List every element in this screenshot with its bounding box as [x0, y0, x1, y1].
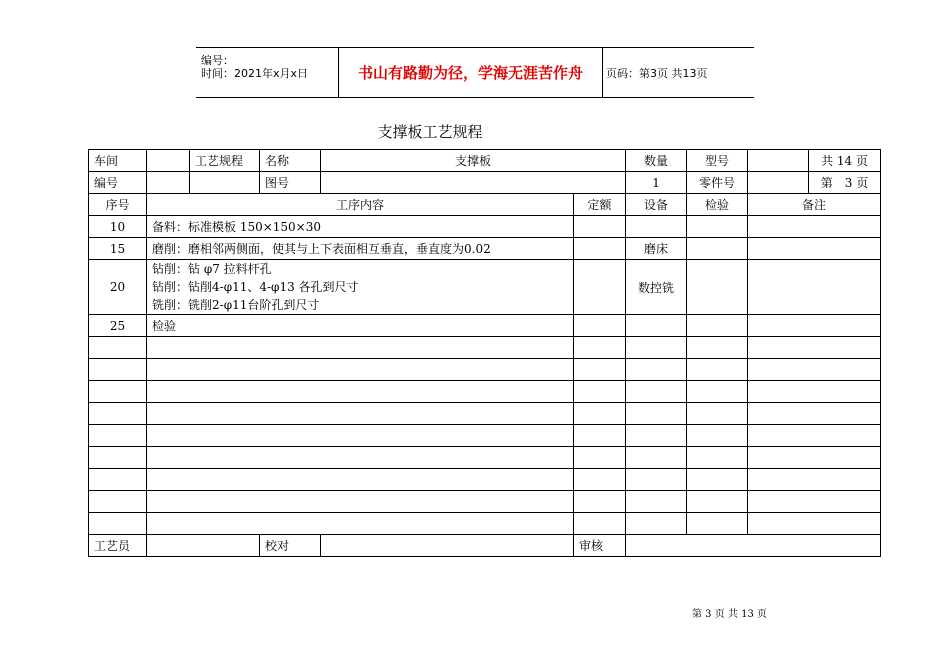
qty-value: 1	[626, 172, 687, 194]
part-no-value	[748, 172, 809, 194]
operation-inspection	[687, 260, 748, 315]
operation-row	[89, 315, 881, 337]
page-header	[196, 47, 754, 98]
empty-content	[147, 381, 574, 403]
document-title: 支撑板工艺规程	[377, 123, 483, 141]
operation-remarks	[748, 238, 881, 260]
empty-quota	[574, 513, 626, 535]
empty-equipment	[626, 337, 687, 359]
total-pages: 共 14 页	[809, 150, 881, 172]
empty-seq	[89, 491, 147, 513]
number-value-2	[190, 172, 260, 194]
col-remarks: 备注	[748, 194, 881, 216]
operation-line: 磨削：磨相邻两侧面，使其与上下表面相互垂直，垂直度为0.02	[152, 241, 491, 256]
operation-inspection	[687, 315, 748, 337]
operation-row	[89, 260, 881, 315]
empty-quota	[574, 447, 626, 469]
empty-equipment	[626, 403, 687, 425]
operation-content	[147, 238, 574, 260]
operation-remarks	[748, 260, 881, 315]
empty-remarks	[748, 513, 881, 535]
operation-quota	[574, 216, 626, 238]
empty-inspection	[687, 403, 748, 425]
model-value	[748, 150, 809, 172]
info-row-1	[89, 150, 881, 172]
empty-row	[89, 425, 881, 447]
operation-line: 备料：标准模板 150×150×30	[152, 219, 322, 234]
operation-quota	[574, 260, 626, 315]
empty-inspection	[687, 513, 748, 535]
empty-seq	[89, 359, 147, 381]
empty-content	[147, 469, 574, 491]
empty-inspection	[687, 381, 748, 403]
empty-quota	[574, 403, 626, 425]
workshop-label: 车间	[89, 150, 147, 172]
operation-quota	[574, 315, 626, 337]
info-row-2	[89, 172, 881, 194]
page-footer: 第 3 页 共 13 页	[692, 609, 767, 620]
empty-content	[147, 403, 574, 425]
number-label: 编号	[89, 172, 147, 194]
empty-quota	[574, 359, 626, 381]
col-equipment: 设备	[626, 194, 687, 216]
header-number-label: 编号：	[201, 54, 234, 67]
empty-seq	[89, 381, 147, 403]
part-no-label: 零件号	[687, 172, 748, 194]
empty-remarks	[748, 425, 881, 447]
empty-row	[89, 359, 881, 381]
operation-remarks	[748, 315, 881, 337]
proofread-value	[321, 535, 574, 557]
empty-remarks	[748, 447, 881, 469]
name-label: 名称	[260, 150, 321, 172]
empty-row	[89, 337, 881, 359]
empty-remarks	[748, 337, 881, 359]
operation-quota	[574, 238, 626, 260]
model-label: 型号	[687, 150, 748, 172]
col-inspection: 检验	[687, 194, 748, 216]
operation-row	[89, 216, 881, 238]
empty-seq	[89, 447, 147, 469]
empty-row	[89, 403, 881, 425]
empty-remarks	[748, 359, 881, 381]
page-no: 第 3 页	[809, 172, 881, 194]
operation-equipment	[626, 216, 687, 238]
empty-quota	[574, 381, 626, 403]
operation-inspection	[687, 216, 748, 238]
drawing-label: 图号	[260, 172, 321, 194]
empty-inspection	[687, 447, 748, 469]
empty-equipment	[626, 359, 687, 381]
empty-remarks	[748, 381, 881, 403]
review-value	[626, 535, 881, 557]
empty-equipment	[626, 513, 687, 535]
operation-line: 检验	[152, 318, 177, 333]
empty-inspection	[687, 359, 748, 381]
empty-equipment	[626, 381, 687, 403]
empty-row	[89, 447, 881, 469]
operation-equipment	[626, 315, 687, 337]
craftsman-label: 工艺员	[89, 535, 147, 557]
empty-content	[147, 513, 574, 535]
process-label: 工艺规程	[190, 150, 260, 172]
empty-seq	[89, 337, 147, 359]
column-header-row	[89, 194, 881, 216]
operation-seq: 15	[89, 238, 147, 260]
header-time-label: 时间：2021年x月x日	[201, 67, 309, 80]
empty-remarks	[748, 491, 881, 513]
empty-remarks	[748, 469, 881, 491]
operation-content	[147, 315, 574, 337]
empty-content	[147, 359, 574, 381]
signoff-row	[89, 535, 881, 557]
empty-row	[89, 381, 881, 403]
qty-label: 数量	[626, 150, 687, 172]
operation-equipment: 磨床	[626, 238, 687, 260]
empty-equipment	[626, 447, 687, 469]
empty-row	[89, 513, 881, 535]
empty-content	[147, 425, 574, 447]
empty-quota	[574, 337, 626, 359]
empty-inspection	[687, 337, 748, 359]
empty-inspection	[687, 469, 748, 491]
header-page-code: 页码：第3页 共13页	[606, 66, 708, 80]
empty-quota	[574, 425, 626, 447]
operation-remarks	[748, 216, 881, 238]
process-table	[88, 149, 881, 557]
empty-equipment	[626, 469, 687, 491]
operation-seq: 20	[89, 260, 147, 315]
operation-inspection	[687, 238, 748, 260]
empty-content	[147, 447, 574, 469]
col-content: 工序内容	[147, 194, 574, 216]
empty-remarks	[748, 403, 881, 425]
number-value	[147, 172, 190, 194]
empty-seq	[89, 425, 147, 447]
operation-row	[89, 238, 881, 260]
operation-equipment: 数控铣	[626, 260, 687, 315]
empty-equipment	[626, 425, 687, 447]
empty-content	[147, 491, 574, 513]
operation-seq: 25	[89, 315, 147, 337]
name-value: 支撑板	[321, 150, 626, 172]
empty-seq	[89, 469, 147, 491]
operation-line: 钻削：钻 φ7 拉料杆孔	[152, 262, 272, 276]
empty-seq	[89, 403, 147, 425]
empty-row	[89, 491, 881, 513]
empty-seq	[89, 513, 147, 535]
col-seq: 序号	[89, 194, 147, 216]
craftsman-value	[147, 535, 260, 557]
review-label: 审核	[574, 535, 626, 557]
operation-content	[147, 216, 574, 238]
empty-inspection	[687, 491, 748, 513]
operation-line: 铣削：铣削2-φ11台阶孔到尺寸	[152, 298, 320, 312]
operation-line: 钻削：钻削4-φ11、4-φ13 各孔到尺寸	[152, 280, 359, 294]
empty-equipment	[626, 491, 687, 513]
operation-content	[147, 260, 574, 315]
empty-content	[147, 337, 574, 359]
empty-quota	[574, 491, 626, 513]
drawing-value	[321, 172, 626, 194]
proofread-label: 校对	[260, 535, 321, 557]
header-motto: 书山有路勤为径，学海无涯苦作舟	[338, 48, 603, 97]
empty-row	[89, 469, 881, 491]
col-quota: 定额	[574, 194, 626, 216]
empty-quota	[574, 469, 626, 491]
header-meta	[196, 48, 338, 97]
operation-seq: 10	[89, 216, 147, 238]
empty-inspection	[687, 425, 748, 447]
workshop-value	[147, 150, 190, 172]
